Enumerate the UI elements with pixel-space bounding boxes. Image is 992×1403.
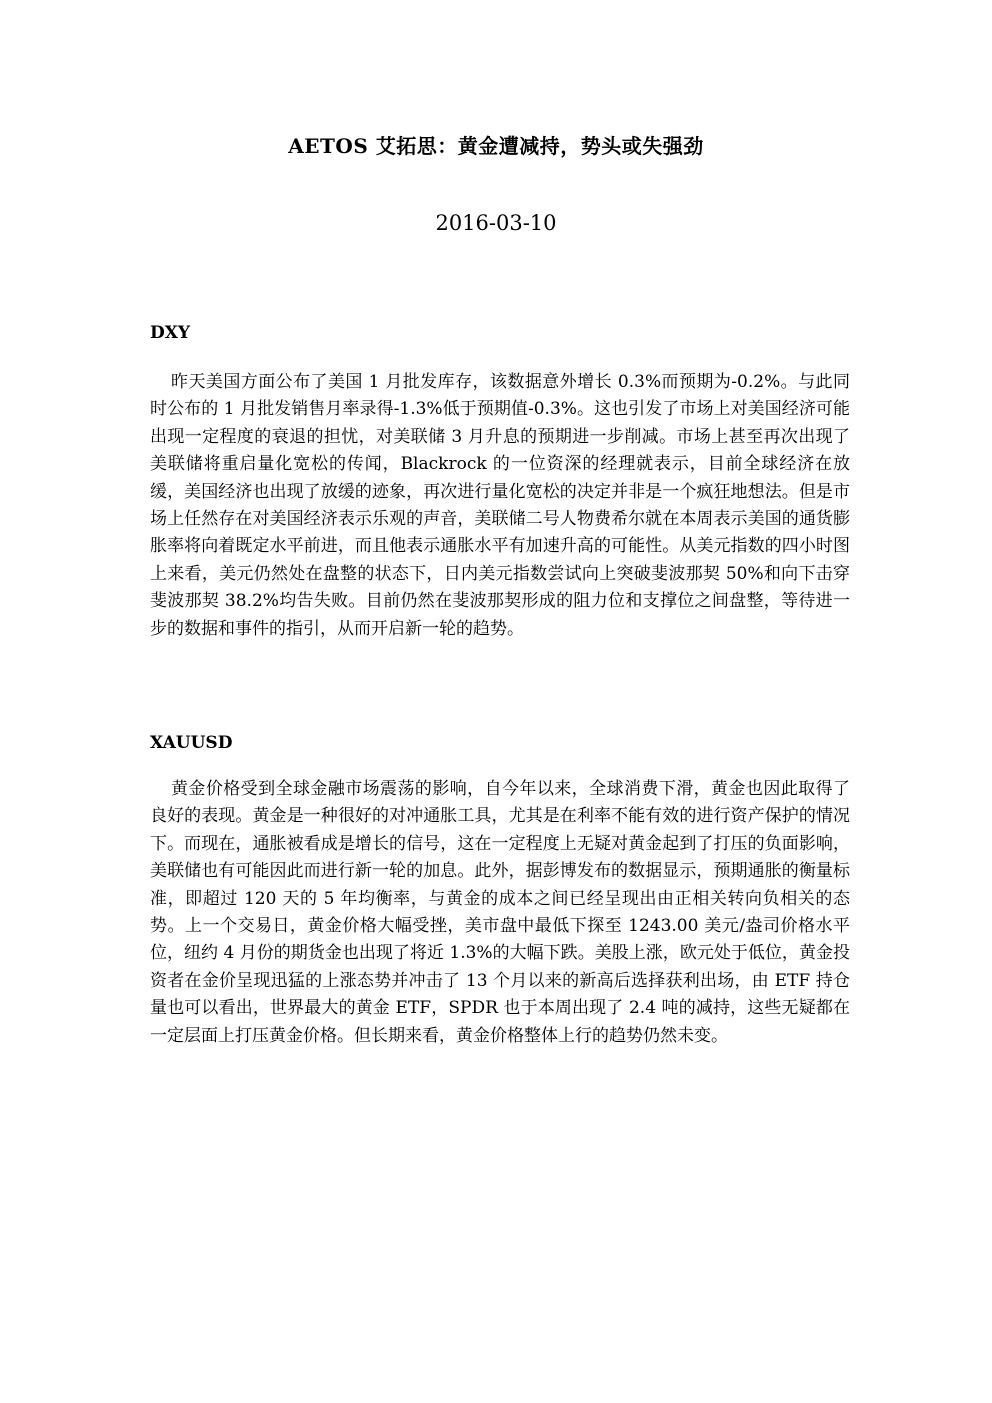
document-title: AETOS 艾拓思：黄金遭减持，势头或失强劲 (288, 134, 704, 158)
section-body-dxy: 昨天美国方面公布了美国 1 月批发库存，该数据意外增长 0.3%而预期为-0.2%。与此同时公布的 1 月批发销售月率录得-1.3%低于预期值-0.3%。这也引发了市场上对美国经济可能出现一定程度的衰退的担忧，对美联储 3 月升息的预期进一步削减。市场上甚至再次出现了美联储将重启量化宽松的传闻，Blackrock 的一位资深的经理就表示，目前全球经济在放缓，美国经济也出现了放缓的迹象，再次进行量化宽松的决定并非是一个疯狂地想法。但是市场上任然存在对美国经济表示乐观的声音，美联储二号人物费希尔就在本周表示美国的通货膨胀率将向着既定水平前进，而且他表示通胀水平有加速升高的可能性。从美元指数的四小时图上来看，美元仍然处在盘整的状态下，日内美元指数尝试向上突破斐波那契 50%和向下击穿斐波那契 38.2%均告失败。目前仍然在斐波那契形成的阻力位和支撑位之间盘整，等待进一步的数据和事件的指引，从而开启新一轮的趋势。 (150, 372, 850, 639)
section-heading-dxy: DXY (150, 323, 191, 343)
section-body-xauusd: 黄金价格受到全球金融市场震荡的影响，自今年以来，全球消费下滑，黄金也因此取得了良好的表现。黄金是一种很好的对冲通胀工具，尤其是在利率不能有效的进行资产保护的情况下。而现在，通胀被看成是增长的信号，这在一定程度上无疑对黄金起到了打压的负面影响，美联储也有可能因此而进行新一轮的加息。此外，据彭博发布的数据显示，预期通胀的衡量标准，即超过 120 天的 5 年均衡率，与黄金的成本之间已经呈现出由正相关转向负相关的态势。上一个交易日，黄金价格大幅受挫，美市盘中最低下探至 1243.00 美元/盎司价格水平位，纽约 4 月份的期货金也出现了将近 1.3%的大幅下跌。美股上涨，欧元处于低位，黄金投资者在金价呈现迅猛的上涨态势并冲击了 13 个月以来的新高后选择获利出场，由 ETF 持仓量也可以看出，世界最大的黄金 ETF，SPDR 也于本周出现了 2.4 吨的减持，这些无疑都在一定层面上打压黄金价格。但长期来看，黄金价格整体上行的趋势仍然未变。 (150, 779, 850, 1046)
section-heading-xauusd: XAUUSD (150, 733, 233, 753)
document-date: 2016-03-10 (435, 211, 557, 235)
